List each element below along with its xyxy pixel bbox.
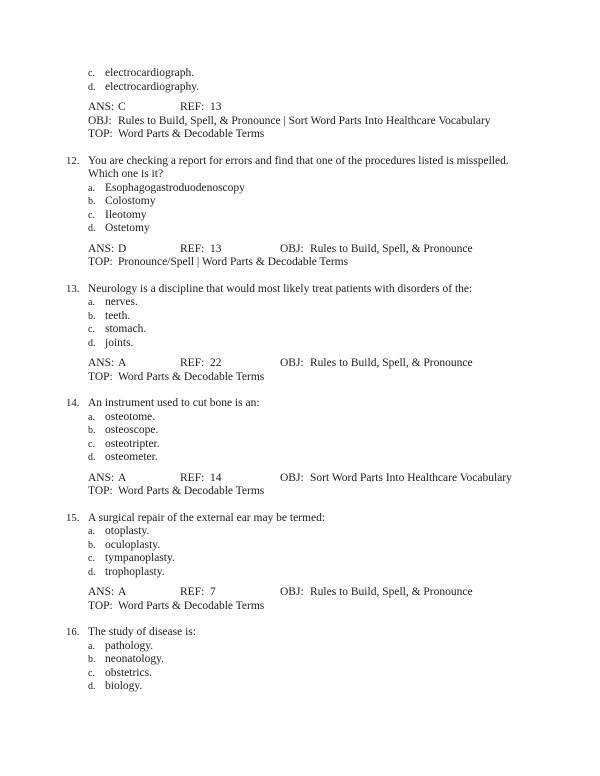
- question-text: An instrument used to cut bone is an:: [88, 397, 260, 409]
- option-letter: b.: [88, 310, 96, 322]
- ans-value: D: [118, 242, 127, 255]
- obj-value: Rules to Build, Spell, & Pronounce: [310, 586, 473, 598]
- option-letter: b.: [88, 196, 96, 207]
- question-stem: [66, 155, 552, 182]
- ref-value: 22: [210, 357, 222, 369]
- option-text: osteometer.: [105, 451, 158, 463]
- obj-value: Rules to Build, Spell, & Pronounce: [310, 357, 473, 369]
- ref-value: 13: [210, 242, 222, 255]
- question-text: You are checking a report for errors and find that one of the procedures listed is misspelled. Which one is it?: [88, 154, 509, 180]
- option-letter: a.: [88, 640, 95, 652]
- option-text: joints.: [105, 336, 134, 349]
- option-text: nerves.: [105, 296, 138, 308]
- question-12: [66, 155, 552, 270]
- answer-line: [88, 357, 552, 371]
- obj-value: Sort Word Parts Into Healthcare Vocabulary: [310, 471, 512, 484]
- option-d: [88, 451, 552, 465]
- option-d: [88, 680, 552, 694]
- top-value: Word Parts & Decodable Terms: [118, 128, 265, 140]
- option-a: [88, 411, 552, 425]
- option-text: pathology.: [105, 639, 154, 652]
- top-value: Word Parts & Decodable Terms: [118, 485, 265, 497]
- question-number: 15.: [66, 511, 80, 524]
- option-letter: d.: [88, 452, 96, 463]
- topic-line: [88, 128, 552, 142]
- option-letter: b.: [88, 539, 96, 551]
- option-text: neonatology.: [105, 653, 164, 665]
- ref-value: 13: [210, 101, 222, 113]
- option-a: [88, 640, 552, 654]
- option-letter: c.: [88, 209, 95, 221]
- top-value: Word Parts & Decodable Terms: [118, 599, 265, 612]
- question-number: 14.: [66, 397, 80, 409]
- option-letter: c.: [88, 667, 95, 679]
- topic-line: [88, 600, 552, 614]
- objective-line: [88, 115, 552, 129]
- answer-line: [88, 586, 552, 600]
- ref-label: REF:: [180, 586, 205, 598]
- top-label: TOP:: [88, 128, 113, 140]
- option-c: [88, 438, 552, 452]
- question-15: [66, 512, 552, 614]
- option-b: [88, 195, 552, 209]
- option-c: [88, 667, 552, 681]
- option-text: Colostomy: [105, 195, 156, 207]
- option-letter: a.: [88, 526, 95, 537]
- ref-value: 14: [210, 471, 222, 484]
- ref-label: REF:: [180, 471, 205, 484]
- option-a: [88, 525, 552, 539]
- option-text: osteoscope.: [105, 424, 159, 436]
- option-text: stomach.: [105, 323, 147, 335]
- ans-value: A: [118, 357, 127, 369]
- ans-label: ANS:: [88, 471, 115, 484]
- ans-value: A: [118, 471, 127, 484]
- option-letter: d.: [88, 223, 96, 234]
- question-number: 12.: [66, 154, 80, 167]
- option-letter: d.: [88, 681, 96, 692]
- ref-label: REF:: [180, 242, 205, 255]
- option-text: Ostetomy: [105, 222, 150, 234]
- option-d: [88, 222, 552, 236]
- answer-line: [88, 472, 552, 486]
- topic-line: [88, 256, 552, 270]
- top-value: Word Parts & Decodable Terms: [118, 370, 265, 383]
- obj-label: OBJ:: [280, 471, 304, 484]
- obj-value: Rules to Build, Spell, & Pronounce | Sort Word Parts Into Healthcare Vocabulary: [118, 114, 491, 127]
- obj-value: Rules to Build, Spell, & Pronounce: [310, 242, 473, 255]
- option-text: teeth.: [105, 309, 131, 322]
- option-letter: d.: [88, 337, 96, 349]
- question-text: A surgical repair of the external ear may be termed:: [88, 511, 326, 524]
- topic-line: [88, 371, 552, 385]
- option-letter: b.: [88, 654, 96, 665]
- question-stem: [66, 283, 552, 297]
- option-text: osteotripter.: [105, 437, 160, 450]
- option-text: osteotome.: [105, 410, 156, 423]
- option-text: electrocardiography.: [105, 80, 200, 93]
- option-letter: c.: [88, 68, 95, 79]
- obj-label: OBJ:: [280, 357, 304, 369]
- option-c: [88, 209, 552, 223]
- question-text: The study of disease is:: [88, 626, 196, 638]
- option-c: [88, 552, 552, 566]
- option-letter: d.: [88, 81, 96, 93]
- option-b: [88, 653, 552, 667]
- option-letter: b.: [88, 425, 96, 436]
- question-number: 16.: [66, 626, 80, 638]
- ref-label: REF:: [180, 357, 205, 369]
- top-label: TOP:: [88, 485, 113, 497]
- ans-label: ANS:: [88, 586, 115, 598]
- question-stem: [66, 397, 552, 411]
- option-text: obstetrics.: [105, 666, 152, 679]
- option-text: Ileotomy: [105, 208, 147, 221]
- option-letter: a.: [88, 182, 95, 194]
- option-c: [88, 323, 552, 337]
- option-text: electrocardiograph.: [105, 67, 195, 79]
- option-letter: d.: [88, 566, 96, 578]
- option-b: [88, 539, 552, 553]
- option-a: [88, 296, 552, 310]
- question-number: 13.: [66, 282, 80, 295]
- option-text: biology.: [105, 680, 143, 692]
- option-letter: c.: [88, 438, 95, 450]
- answer-line: [88, 101, 552, 115]
- top-label: TOP:: [88, 256, 113, 268]
- question-stem: [66, 512, 552, 526]
- option-letter: a.: [88, 411, 95, 423]
- option-text: otoplasty.: [105, 525, 150, 537]
- option-letter: c.: [88, 324, 95, 335]
- option-c: [88, 67, 552, 81]
- ans-label: ANS:: [88, 242, 115, 255]
- ans-value: C: [118, 101, 126, 113]
- option-text: trophoplasty.: [105, 565, 165, 578]
- top-label: TOP:: [88, 599, 113, 612]
- question-stem: [66, 626, 552, 640]
- question-16: [66, 626, 552, 694]
- question-13: [66, 283, 552, 385]
- obj-label: OBJ:: [88, 114, 112, 127]
- question-text: Neurology is a discipline that would most likely treat patients with disorders of the:: [88, 282, 473, 295]
- option-d: [88, 337, 552, 351]
- option-d: [88, 566, 552, 580]
- topic-line: [88, 485, 552, 499]
- question-11-continuation: [66, 67, 552, 142]
- ans-value: A: [118, 586, 127, 598]
- option-b: [88, 310, 552, 324]
- obj-label: OBJ:: [280, 586, 304, 598]
- option-text: Esophagogastroduodenoscopy: [105, 181, 245, 194]
- ans-label: ANS:: [88, 101, 115, 113]
- answer-line: [88, 243, 552, 257]
- option-letter: c.: [88, 553, 95, 564]
- ans-label: ANS:: [88, 357, 115, 369]
- ref-value: 7: [210, 586, 216, 598]
- top-label: TOP:: [88, 370, 113, 383]
- option-a: [88, 182, 552, 196]
- top-value: Pronounce/Spell | Word Parts & Decodable Terms: [118, 256, 349, 268]
- question-14: [66, 397, 552, 499]
- obj-label: OBJ:: [280, 242, 304, 255]
- option-letter: a.: [88, 297, 95, 308]
- option-text: oculoplasty.: [105, 538, 161, 551]
- option-d: [88, 81, 552, 95]
- ref-label: REF:: [180, 101, 205, 113]
- option-text: tympanoplasty.: [105, 552, 175, 564]
- option-b: [88, 424, 552, 438]
